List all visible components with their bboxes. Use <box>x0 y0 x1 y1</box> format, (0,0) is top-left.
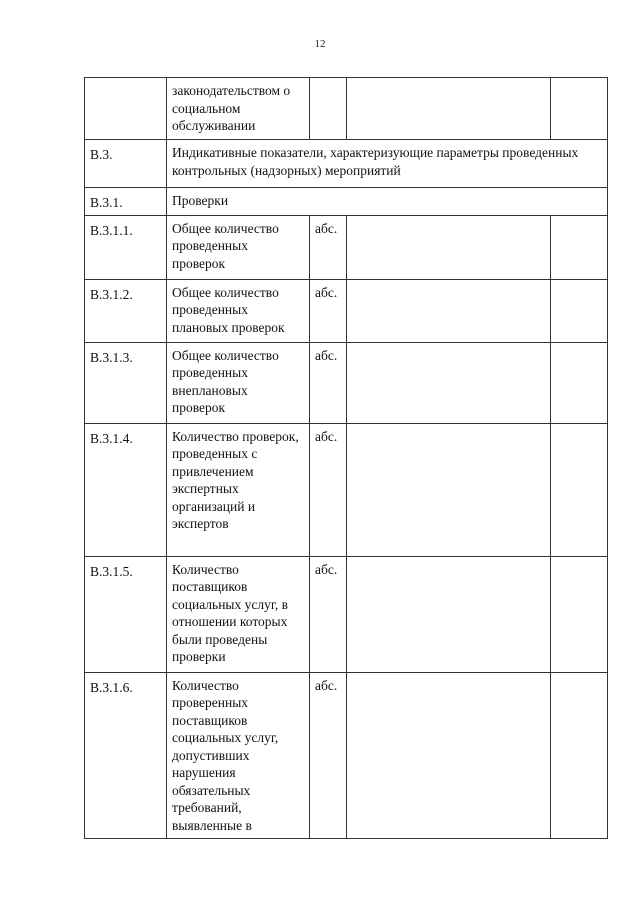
row-note <box>551 423 608 556</box>
row-value <box>347 556 551 672</box>
row-indicator: Общее количество проведенных внеплановых проверок <box>167 342 310 423</box>
table-row <box>85 342 608 423</box>
row-note <box>551 215 608 279</box>
row-value <box>347 423 551 556</box>
row-value <box>347 672 551 838</box>
row-value <box>347 78 551 140</box>
row-code: В.3.1.5. <box>85 556 167 672</box>
row-code: В.3.1.4. <box>85 423 167 556</box>
row-indicator: Общее количество проведенных плановых проверок <box>167 279 310 342</box>
row-value <box>347 279 551 342</box>
table-row <box>85 423 608 556</box>
indicators-table <box>84 77 608 839</box>
row-indicator: законодательством о социальном обслуживании <box>167 78 310 140</box>
section-row <box>85 140 608 188</box>
row-code: В.3.1.3. <box>85 342 167 423</box>
table-row <box>85 78 608 140</box>
row-unit: абс. <box>310 556 347 672</box>
row-indicator: Количество проверенных поставщиков социальных услуг, допустивших нарушения обязательных требований, выявленные в <box>167 672 310 838</box>
row-code: В.3.1.1. <box>85 215 167 279</box>
section-row <box>85 188 608 216</box>
row-unit: абс. <box>310 215 347 279</box>
row-indicator: Количество проверок, проведенных с привлечением экспертных организаций и экспертов <box>167 423 310 556</box>
row-code <box>85 78 167 140</box>
row-unit: абс. <box>310 342 347 423</box>
row-unit: абс. <box>310 279 347 342</box>
section-code: В.3. <box>85 140 167 188</box>
table-row <box>85 215 608 279</box>
row-unit: абс. <box>310 672 347 838</box>
row-note <box>551 279 608 342</box>
table-row <box>85 672 608 838</box>
row-value <box>347 342 551 423</box>
row-note <box>551 78 608 140</box>
row-value <box>347 215 551 279</box>
row-code: В.3.1.2. <box>85 279 167 342</box>
table-row <box>85 556 608 672</box>
row-unit <box>310 78 347 140</box>
section-code: В.3.1. <box>85 188 167 216</box>
row-indicator: Количество поставщиков социальных услуг, в отношении которых были проведены проверки <box>167 556 310 672</box>
row-note <box>551 556 608 672</box>
table-row <box>85 279 608 342</box>
row-code: В.3.1.6. <box>85 672 167 838</box>
page-number: 12 <box>314 38 326 50</box>
row-note <box>551 672 608 838</box>
section-title: Индикативные показатели, характеризующие параметры проведенных контрольных (надзорных) мероприятий <box>167 140 608 188</box>
row-indicator: Общее количество проведенных проверок <box>167 215 310 279</box>
section-title: Проверки <box>167 188 608 216</box>
row-note <box>551 342 608 423</box>
row-unit: абс. <box>310 423 347 556</box>
